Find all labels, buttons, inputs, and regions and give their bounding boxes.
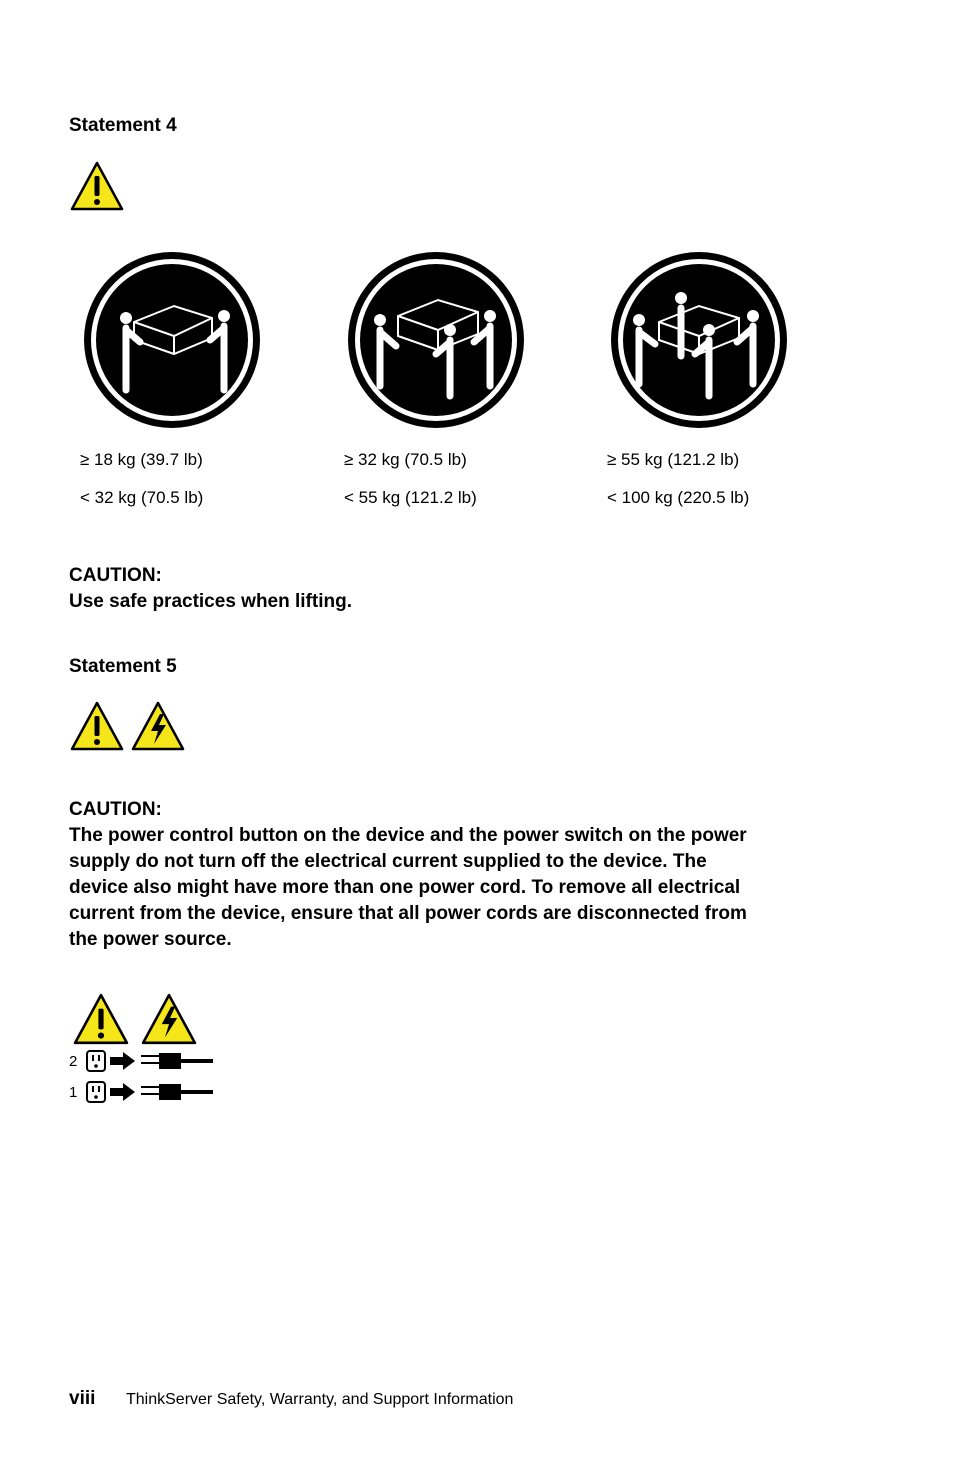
caution-line: current from the device, ensure that all power cords are disconnected from (69, 903, 747, 924)
electrical-hazard-icon (130, 700, 186, 752)
caution-line: supply do not turn off the electrical current supplied to the device. The (69, 851, 707, 872)
caution-line: The power control button on the device and the power switch on the power (69, 825, 747, 846)
statement-4-title: Statement 4 (69, 115, 177, 136)
power-outlet-unplug-icon (85, 1049, 215, 1073)
caution-text-4: Use safe practices when lifting. (69, 591, 352, 612)
weight-max-3: < 100 kg (220.5 lb) (607, 488, 750, 507)
caution-label-5: CAUTION: (69, 799, 162, 820)
document-title: ThinkServer Safety, Warranty, and Support Information (126, 1391, 514, 1408)
warning-triangle-icon (69, 160, 125, 212)
weight-min-2: ≥ 32 kg (70.5 lb) (344, 450, 467, 469)
warning-triangle-icon (69, 700, 125, 752)
lift-three-persons-icon (346, 250, 526, 430)
caution-line: device also might have more than one power cord. To remove all electrical (69, 877, 741, 898)
weight-min-1: ≥ 18 kg (39.7 lb) (80, 450, 203, 469)
lift-two-persons-icon (82, 250, 262, 430)
weight-max-2: < 55 kg (121.2 lb) (344, 488, 477, 507)
warning-triangle-icon (72, 992, 130, 1046)
caution-line: the power source. (69, 929, 232, 950)
electrical-hazard-icon (140, 992, 198, 1046)
caution-text-5 (69, 823, 889, 953)
statement-5-title: Statement 5 (69, 656, 177, 677)
weight-max-1: < 32 kg (70.5 lb) (80, 488, 204, 507)
power-outlet-unplug-icon (85, 1080, 215, 1104)
weight-min-3: ≥ 55 kg (121.2 lb) (607, 450, 740, 469)
caution-label-4: CAUTION: (69, 565, 162, 586)
cord-label-1: 1 (69, 1084, 78, 1101)
lift-four-persons-icon (609, 250, 789, 430)
page-number: viii (69, 1388, 96, 1409)
cord-label-2: 2 (69, 1053, 78, 1070)
